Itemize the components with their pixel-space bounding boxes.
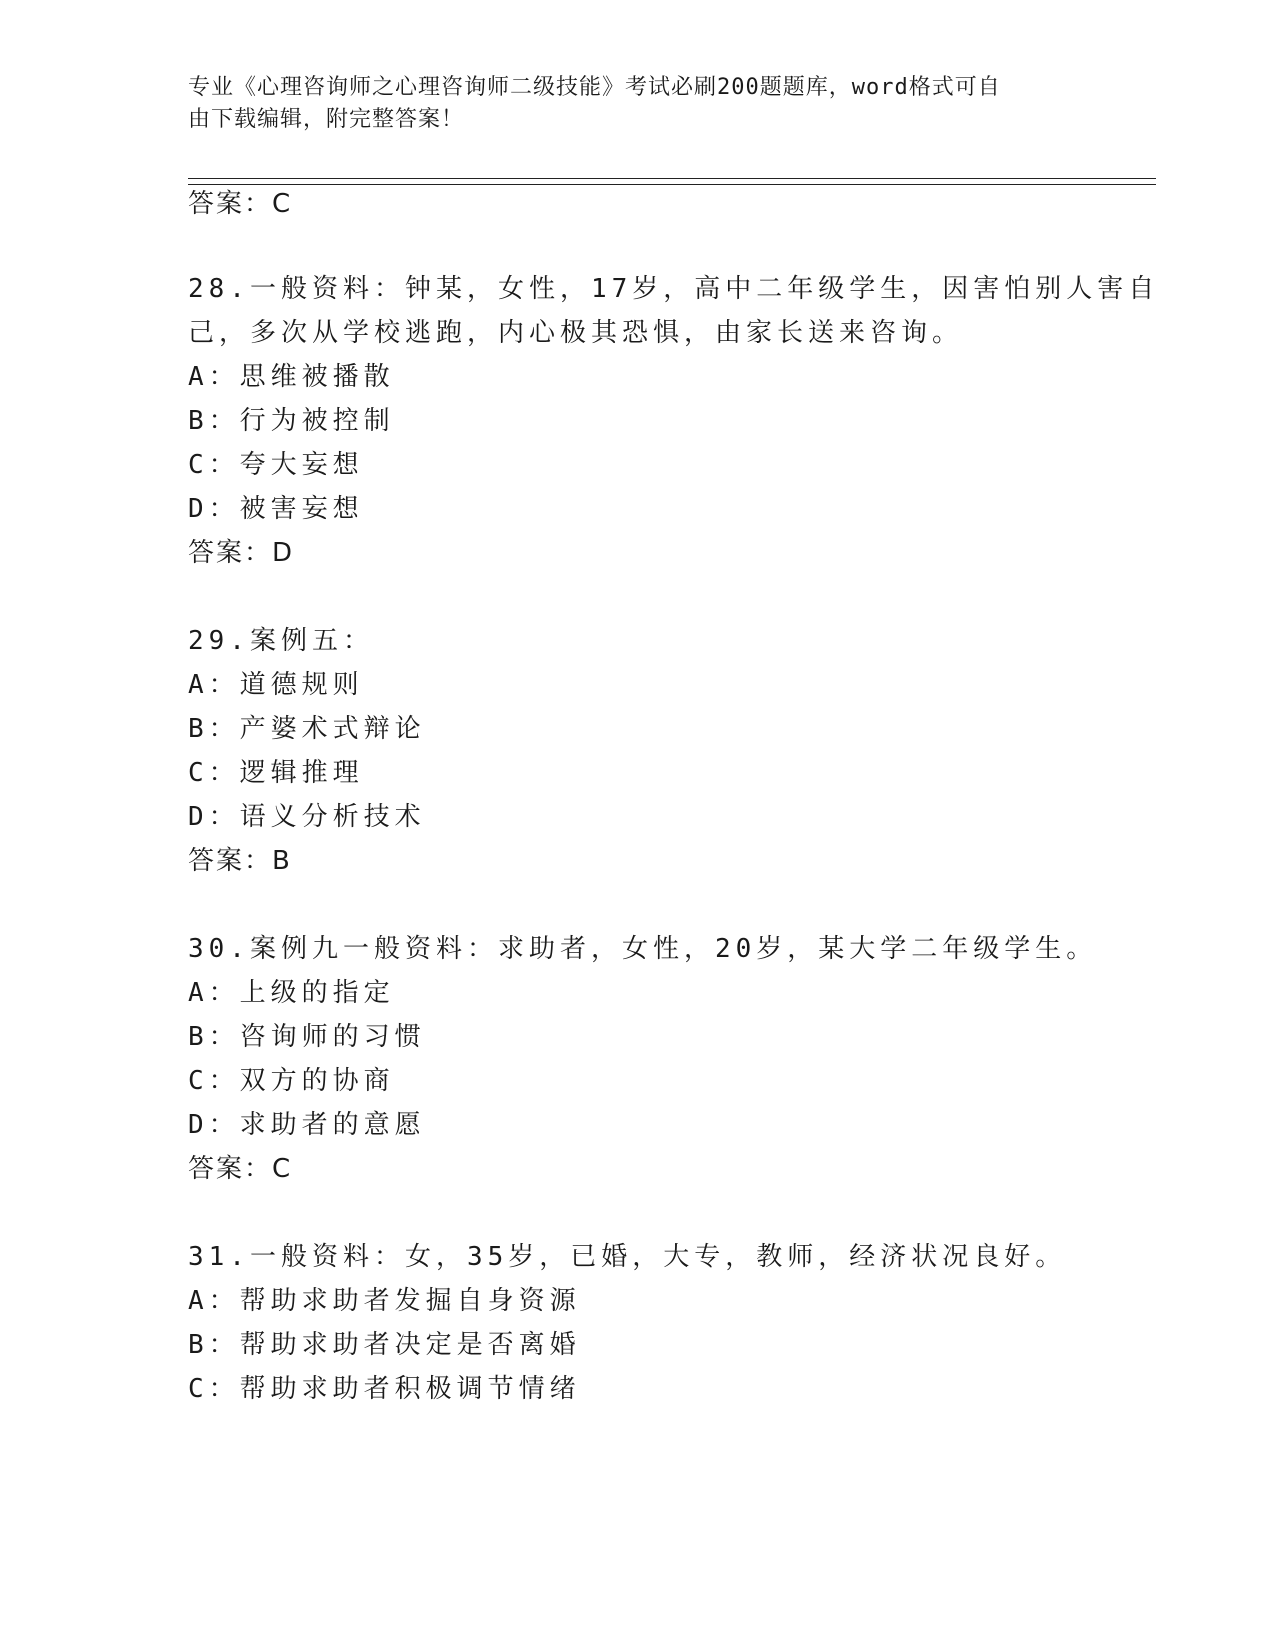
previous-answer: 答案：C xyxy=(188,189,293,219)
question-30-option-a: A：上级的指定 xyxy=(188,978,395,1008)
question-28-option-d: D：被害妄想 xyxy=(188,494,364,524)
question-29-option-d: D：语义分析技术 xyxy=(188,802,426,832)
question-28-answer: 答案：D xyxy=(188,538,295,568)
question-28-option-c: C：夸大妄想 xyxy=(188,450,364,480)
question-29-answer: 答案：B xyxy=(188,846,292,876)
question-30-option-c: C：双方的协商 xyxy=(188,1066,395,1096)
question-31-option-c: C：帮助求助者积极调节情绪 xyxy=(188,1374,581,1404)
question-28-stem-line-2: 己，多次从学校逃跑，内心极其恐惧，由家长送来咨询。 xyxy=(188,318,964,348)
question-31-option-b: B：帮助求助者决定是否离婚 xyxy=(188,1330,581,1360)
document-header xyxy=(188,72,1088,136)
question-30-option-b: B：咨询师的习惯 xyxy=(188,1022,426,1052)
question-31-option-a: A：帮助求助者发掘自身资源 xyxy=(188,1286,581,1316)
question-28-option-a: A：思维被播散 xyxy=(188,362,395,392)
header-line-2: 由下载编辑，附完整答案！ xyxy=(188,107,465,132)
question-29-stem: 29.案例五： xyxy=(188,626,374,656)
question-29-option-a: A：道德规则 xyxy=(188,670,364,700)
question-28-option-b: B：行为被控制 xyxy=(188,406,395,436)
question-29-option-c: C：逻辑推理 xyxy=(188,758,364,788)
question-28-stem-line-1: 28.一般资料：钟某，女性，17岁，高中二年级学生，因害怕别人害自 xyxy=(188,274,1160,304)
header-line-1: 专业《心理咨询师之心理咨询师二级技能》考试必刷200题题库，word格式可自 xyxy=(188,75,1001,100)
question-30-option-d: D：求助者的意愿 xyxy=(188,1110,426,1140)
question-30-stem: 30.案例九一般资料：求助者，女性，20岁，某大学二年级学生。 xyxy=(188,934,1098,964)
question-31-stem: 31.一般资料：女，35岁，已婚，大专，教师，经济状况良好。 xyxy=(188,1242,1067,1272)
header-divider xyxy=(188,178,1156,185)
question-30-answer: 答案：C xyxy=(188,1154,293,1184)
question-29-option-b: B：产婆术式辩论 xyxy=(188,714,426,744)
